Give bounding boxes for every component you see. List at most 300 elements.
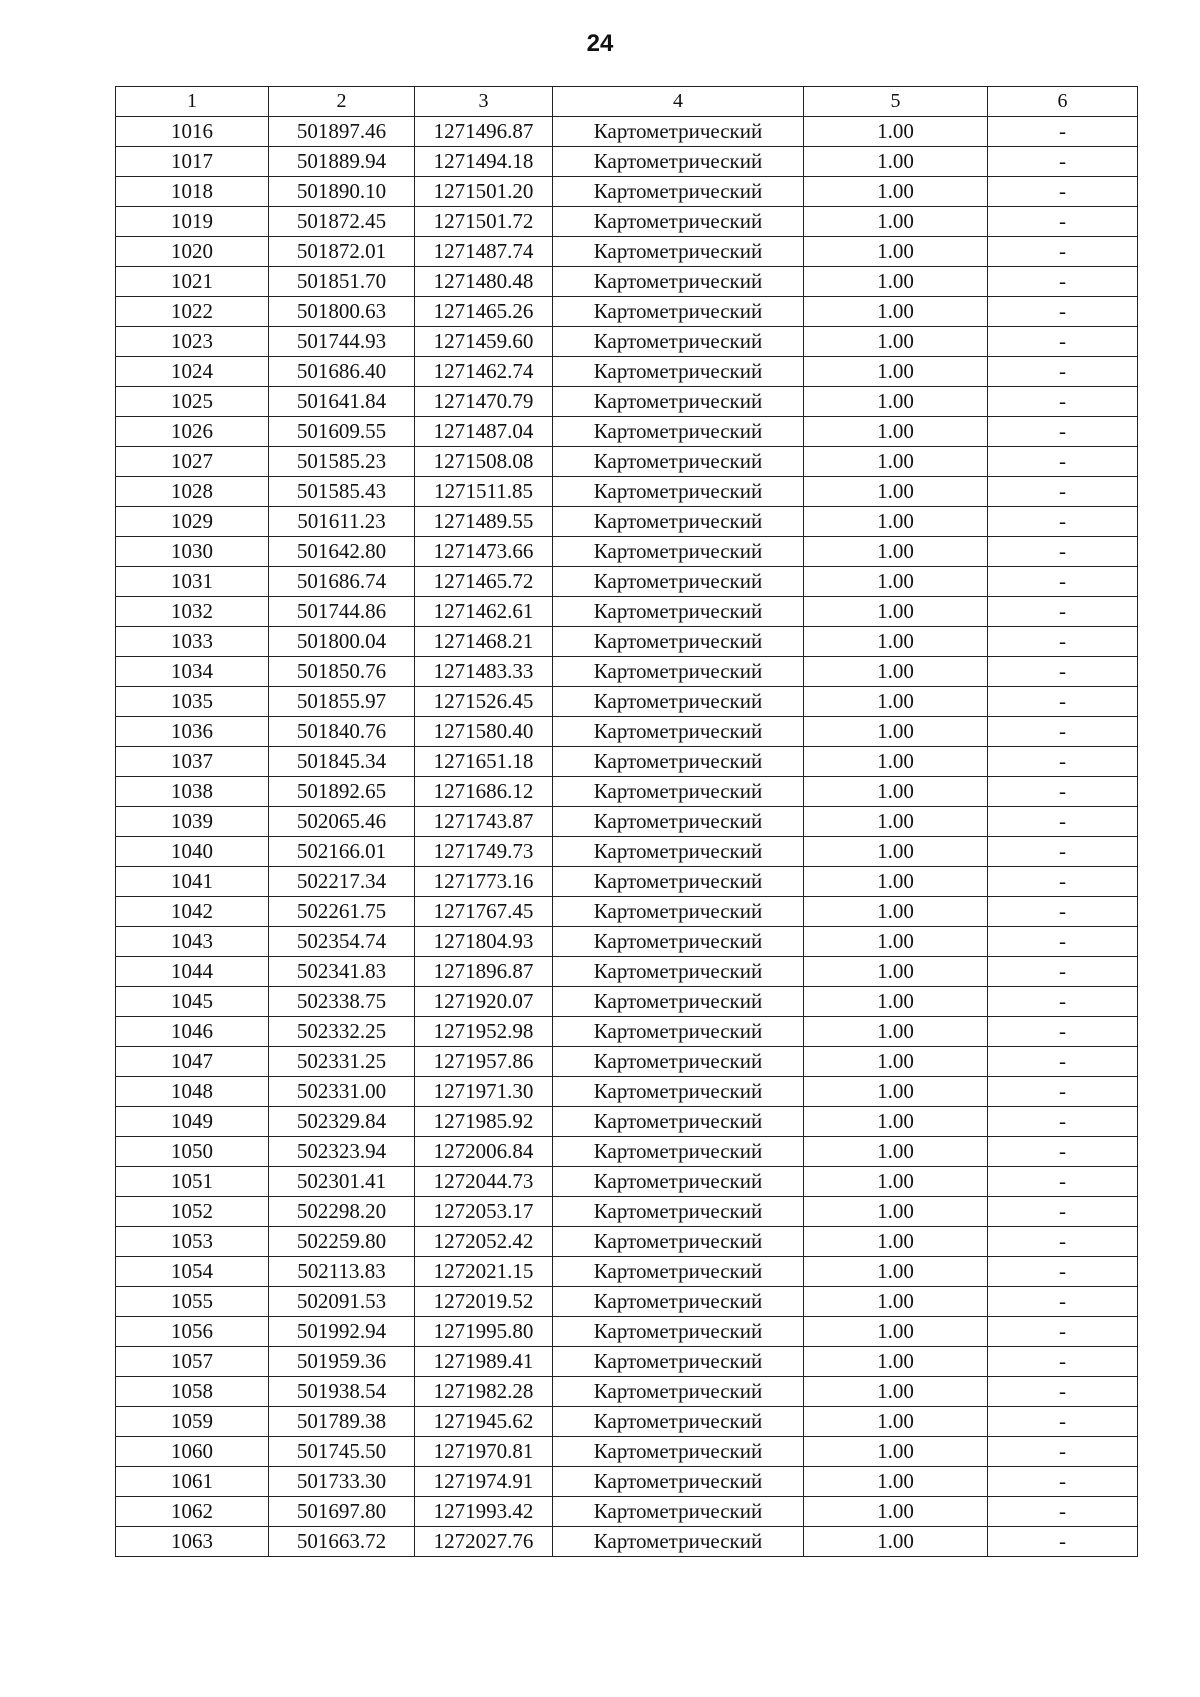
accuracy-cell: 1.00 [804, 1227, 988, 1257]
table-row [116, 327, 1138, 357]
table-row [116, 957, 1138, 987]
x-coordinate-cell: 501845.34 [269, 747, 415, 777]
table-row [116, 267, 1138, 297]
note-cell: - [988, 327, 1138, 357]
accuracy-cell: 1.00 [804, 417, 988, 447]
accuracy-cell: 1.00 [804, 1377, 988, 1407]
y-coordinate-cell: 1271487.04 [415, 417, 553, 447]
y-coordinate-cell: 1271501.72 [415, 207, 553, 237]
method-cell: Картометрический [553, 1527, 804, 1557]
note-cell: - [988, 1347, 1138, 1377]
y-coordinate-cell: 1271501.20 [415, 177, 553, 207]
note-cell: - [988, 447, 1138, 477]
point-number-cell: 1016 [116, 117, 269, 147]
accuracy-cell: 1.00 [804, 267, 988, 297]
y-coordinate-cell: 1272053.17 [415, 1197, 553, 1227]
point-number-cell: 1047 [116, 1047, 269, 1077]
accuracy-cell: 1.00 [804, 567, 988, 597]
point-number-cell: 1024 [116, 357, 269, 387]
point-number-cell: 1055 [116, 1287, 269, 1317]
y-coordinate-cell: 1271470.79 [415, 387, 553, 417]
table-row [116, 417, 1138, 447]
accuracy-cell: 1.00 [804, 537, 988, 567]
y-coordinate-cell: 1271580.40 [415, 717, 553, 747]
point-number-cell: 1048 [116, 1077, 269, 1107]
y-coordinate-cell: 1271651.18 [415, 747, 553, 777]
table-row [116, 627, 1138, 657]
y-coordinate-cell: 1272021.15 [415, 1257, 553, 1287]
table-row [116, 1377, 1138, 1407]
x-coordinate-cell: 502113.83 [269, 1257, 415, 1287]
y-coordinate-cell: 1271526.45 [415, 687, 553, 717]
point-number-cell: 1049 [116, 1107, 269, 1137]
note-cell: - [988, 957, 1138, 987]
table-row [116, 387, 1138, 417]
point-number-cell: 1033 [116, 627, 269, 657]
x-coordinate-cell: 501744.93 [269, 327, 415, 357]
note-cell: - [988, 867, 1138, 897]
note-cell: - [988, 117, 1138, 147]
note-cell: - [988, 297, 1138, 327]
accuracy-cell: 1.00 [804, 987, 988, 1017]
note-cell: - [988, 477, 1138, 507]
y-coordinate-cell: 1271465.72 [415, 567, 553, 597]
point-number-cell: 1052 [116, 1197, 269, 1227]
coordinates-table [115, 86, 1138, 1557]
note-cell: - [988, 1137, 1138, 1167]
x-coordinate-cell: 501585.23 [269, 447, 415, 477]
table-header [116, 87, 1138, 117]
x-coordinate-cell: 502261.75 [269, 897, 415, 927]
accuracy-cell: 1.00 [804, 1467, 988, 1497]
accuracy-cell: 1.00 [804, 867, 988, 897]
x-coordinate-cell: 501663.72 [269, 1527, 415, 1557]
table-row [116, 1527, 1138, 1557]
accuracy-cell: 1.00 [804, 657, 988, 687]
method-cell: Картометрический [553, 1197, 804, 1227]
method-cell: Картометрический [553, 1347, 804, 1377]
table-row [116, 987, 1138, 1017]
column-header-5: 5 [804, 87, 988, 117]
method-cell: Картометрический [553, 657, 804, 687]
y-coordinate-cell: 1271459.60 [415, 327, 553, 357]
note-cell: - [988, 597, 1138, 627]
accuracy-cell: 1.00 [804, 447, 988, 477]
point-number-cell: 1030 [116, 537, 269, 567]
accuracy-cell: 1.00 [804, 897, 988, 927]
note-cell: - [988, 717, 1138, 747]
table-row [116, 237, 1138, 267]
accuracy-cell: 1.00 [804, 807, 988, 837]
x-coordinate-cell: 501611.23 [269, 507, 415, 537]
x-coordinate-cell: 502332.25 [269, 1017, 415, 1047]
y-coordinate-cell: 1271896.87 [415, 957, 553, 987]
table-row [116, 1017, 1138, 1047]
x-coordinate-cell: 502298.20 [269, 1197, 415, 1227]
x-coordinate-cell: 501959.36 [269, 1347, 415, 1377]
accuracy-cell: 1.00 [804, 177, 988, 207]
x-coordinate-cell: 501697.80 [269, 1497, 415, 1527]
method-cell: Картометрический [553, 147, 804, 177]
y-coordinate-cell: 1271945.62 [415, 1407, 553, 1437]
method-cell: Картометрический [553, 1167, 804, 1197]
y-coordinate-cell: 1271494.18 [415, 147, 553, 177]
table-row [116, 147, 1138, 177]
y-coordinate-cell: 1271993.42 [415, 1497, 553, 1527]
x-coordinate-cell: 501872.45 [269, 207, 415, 237]
point-number-cell: 1022 [116, 297, 269, 327]
y-coordinate-cell: 1271952.98 [415, 1017, 553, 1047]
accuracy-cell: 1.00 [804, 1107, 988, 1137]
method-cell: Картометрический [553, 387, 804, 417]
accuracy-cell: 1.00 [804, 1047, 988, 1077]
accuracy-cell: 1.00 [804, 957, 988, 987]
table-row [116, 1137, 1138, 1167]
y-coordinate-cell: 1271982.28 [415, 1377, 553, 1407]
note-cell: - [988, 1017, 1138, 1047]
accuracy-cell: 1.00 [804, 117, 988, 147]
table-row [116, 1287, 1138, 1317]
note-cell: - [988, 567, 1138, 597]
header-row [116, 87, 1138, 117]
table-row [116, 897, 1138, 927]
accuracy-cell: 1.00 [804, 1287, 988, 1317]
point-number-cell: 1041 [116, 867, 269, 897]
accuracy-cell: 1.00 [804, 237, 988, 267]
table-row [116, 117, 1138, 147]
x-coordinate-cell: 501733.30 [269, 1467, 415, 1497]
note-cell: - [988, 1257, 1138, 1287]
method-cell: Картометрический [553, 1017, 804, 1047]
y-coordinate-cell: 1271489.55 [415, 507, 553, 537]
y-coordinate-cell: 1271995.80 [415, 1317, 553, 1347]
point-number-cell: 1031 [116, 567, 269, 597]
y-coordinate-cell: 1271767.45 [415, 897, 553, 927]
x-coordinate-cell: 502354.74 [269, 927, 415, 957]
y-coordinate-cell: 1271804.93 [415, 927, 553, 957]
accuracy-cell: 1.00 [804, 747, 988, 777]
accuracy-cell: 1.00 [804, 597, 988, 627]
table-row [116, 1107, 1138, 1137]
point-number-cell: 1061 [116, 1467, 269, 1497]
point-number-cell: 1044 [116, 957, 269, 987]
point-number-cell: 1053 [116, 1227, 269, 1257]
note-cell: - [988, 387, 1138, 417]
method-cell: Картометрический [553, 207, 804, 237]
column-header-1: 1 [116, 87, 269, 117]
method-cell: Картометрический [553, 447, 804, 477]
method-cell: Картометрический [553, 1467, 804, 1497]
accuracy-cell: 1.00 [804, 1197, 988, 1227]
point-number-cell: 1057 [116, 1347, 269, 1377]
y-coordinate-cell: 1271468.21 [415, 627, 553, 657]
y-coordinate-cell: 1271508.08 [415, 447, 553, 477]
note-cell: - [988, 1377, 1138, 1407]
note-cell: - [988, 507, 1138, 537]
accuracy-cell: 1.00 [804, 1497, 988, 1527]
note-cell: - [988, 807, 1138, 837]
table-row [116, 507, 1138, 537]
x-coordinate-cell: 502331.25 [269, 1047, 415, 1077]
point-number-cell: 1059 [116, 1407, 269, 1437]
note-cell: - [988, 1407, 1138, 1437]
table-row [116, 777, 1138, 807]
note-cell: - [988, 1227, 1138, 1257]
note-cell: - [988, 1317, 1138, 1347]
note-cell: - [988, 1467, 1138, 1497]
column-header-2: 2 [269, 87, 415, 117]
y-coordinate-cell: 1271957.86 [415, 1047, 553, 1077]
y-coordinate-cell: 1272044.73 [415, 1167, 553, 1197]
note-cell: - [988, 627, 1138, 657]
point-number-cell: 1029 [116, 507, 269, 537]
method-cell: Картометрический [553, 1227, 804, 1257]
x-coordinate-cell: 501872.01 [269, 237, 415, 267]
point-number-cell: 1023 [116, 327, 269, 357]
note-cell: - [988, 1287, 1138, 1317]
x-coordinate-cell: 502341.83 [269, 957, 415, 987]
x-coordinate-cell: 501744.86 [269, 597, 415, 627]
method-cell: Картометрический [553, 537, 804, 567]
x-coordinate-cell: 502338.75 [269, 987, 415, 1017]
y-coordinate-cell: 1272006.84 [415, 1137, 553, 1167]
table-row [116, 837, 1138, 867]
accuracy-cell: 1.00 [804, 1527, 988, 1557]
point-number-cell: 1043 [116, 927, 269, 957]
x-coordinate-cell: 501745.50 [269, 1437, 415, 1467]
table-row [116, 1317, 1138, 1347]
method-cell: Картометрический [553, 597, 804, 627]
accuracy-cell: 1.00 [804, 627, 988, 657]
x-coordinate-cell: 501890.10 [269, 177, 415, 207]
method-cell: Картометрический [553, 717, 804, 747]
column-header-4: 4 [553, 87, 804, 117]
table-row [116, 1197, 1138, 1227]
table-row [116, 1077, 1138, 1107]
column-header-6: 6 [988, 87, 1138, 117]
table-row [116, 1347, 1138, 1377]
x-coordinate-cell: 501892.65 [269, 777, 415, 807]
accuracy-cell: 1.00 [804, 1077, 988, 1107]
note-cell: - [988, 357, 1138, 387]
note-cell: - [988, 147, 1138, 177]
point-number-cell: 1046 [116, 1017, 269, 1047]
note-cell: - [988, 1497, 1138, 1527]
y-coordinate-cell: 1271480.48 [415, 267, 553, 297]
y-coordinate-cell: 1271773.16 [415, 867, 553, 897]
y-coordinate-cell: 1272052.42 [415, 1227, 553, 1257]
accuracy-cell: 1.00 [804, 1347, 988, 1377]
accuracy-cell: 1.00 [804, 1017, 988, 1047]
method-cell: Картометрический [553, 477, 804, 507]
y-coordinate-cell: 1272027.76 [415, 1527, 553, 1557]
point-number-cell: 1028 [116, 477, 269, 507]
point-number-cell: 1019 [116, 207, 269, 237]
method-cell: Картометрический [553, 297, 804, 327]
method-cell: Картометрический [553, 1317, 804, 1347]
y-coordinate-cell: 1271462.74 [415, 357, 553, 387]
method-cell: Картометрический [553, 357, 804, 387]
point-number-cell: 1062 [116, 1497, 269, 1527]
y-coordinate-cell: 1271970.81 [415, 1437, 553, 1467]
point-number-cell: 1027 [116, 447, 269, 477]
x-coordinate-cell: 501642.80 [269, 537, 415, 567]
method-cell: Картометрический [553, 417, 804, 447]
x-coordinate-cell: 502166.01 [269, 837, 415, 867]
x-coordinate-cell: 501800.04 [269, 627, 415, 657]
accuracy-cell: 1.00 [804, 1317, 988, 1347]
table-row [116, 597, 1138, 627]
x-coordinate-cell: 501992.94 [269, 1317, 415, 1347]
accuracy-cell: 1.00 [804, 837, 988, 867]
note-cell: - [988, 537, 1138, 567]
accuracy-cell: 1.00 [804, 1437, 988, 1467]
x-coordinate-cell: 502091.53 [269, 1287, 415, 1317]
note-cell: - [988, 657, 1138, 687]
accuracy-cell: 1.00 [804, 207, 988, 237]
point-number-cell: 1037 [116, 747, 269, 777]
x-coordinate-cell: 501897.46 [269, 117, 415, 147]
method-cell: Картометрический [553, 1107, 804, 1137]
y-coordinate-cell: 1271971.30 [415, 1077, 553, 1107]
accuracy-cell: 1.00 [804, 1137, 988, 1167]
method-cell: Картометрический [553, 267, 804, 297]
x-coordinate-cell: 501686.40 [269, 357, 415, 387]
x-coordinate-cell: 501686.74 [269, 567, 415, 597]
method-cell: Картометрический [553, 1497, 804, 1527]
point-number-cell: 1039 [116, 807, 269, 837]
y-coordinate-cell: 1271511.85 [415, 477, 553, 507]
y-coordinate-cell: 1271473.66 [415, 537, 553, 567]
note-cell: - [988, 237, 1138, 267]
method-cell: Картометрический [553, 777, 804, 807]
point-number-cell: 1032 [116, 597, 269, 627]
table-row [116, 537, 1138, 567]
method-cell: Картометрический [553, 1287, 804, 1317]
y-coordinate-cell: 1271985.92 [415, 1107, 553, 1137]
note-cell: - [988, 1527, 1138, 1557]
accuracy-cell: 1.00 [804, 1407, 988, 1437]
point-number-cell: 1026 [116, 417, 269, 447]
table-row [116, 747, 1138, 777]
x-coordinate-cell: 501851.70 [269, 267, 415, 297]
x-coordinate-cell: 501889.94 [269, 147, 415, 177]
method-cell: Картометрический [553, 957, 804, 987]
method-cell: Картометрический [553, 837, 804, 867]
note-cell: - [988, 267, 1138, 297]
table-row [116, 927, 1138, 957]
x-coordinate-cell: 501938.54 [269, 1377, 415, 1407]
x-coordinate-cell: 502065.46 [269, 807, 415, 837]
method-cell: Картометрический [553, 117, 804, 147]
accuracy-cell: 1.00 [804, 327, 988, 357]
x-coordinate-cell: 501585.43 [269, 477, 415, 507]
table-row [116, 1047, 1138, 1077]
method-cell: Картометрический [553, 987, 804, 1017]
method-cell: Картометрический [553, 867, 804, 897]
x-coordinate-cell: 502329.84 [269, 1107, 415, 1137]
accuracy-cell: 1.00 [804, 1167, 988, 1197]
note-cell: - [988, 837, 1138, 867]
table-row [116, 477, 1138, 507]
x-coordinate-cell: 501855.97 [269, 687, 415, 717]
x-coordinate-cell: 501840.76 [269, 717, 415, 747]
accuracy-cell: 1.00 [804, 507, 988, 537]
x-coordinate-cell: 501789.38 [269, 1407, 415, 1437]
x-coordinate-cell: 501641.84 [269, 387, 415, 417]
y-coordinate-cell: 1272019.52 [415, 1287, 553, 1317]
method-cell: Картометрический [553, 327, 804, 357]
method-cell: Картометрический [553, 687, 804, 717]
accuracy-cell: 1.00 [804, 147, 988, 177]
method-cell: Картометрический [553, 177, 804, 207]
accuracy-cell: 1.00 [804, 477, 988, 507]
y-coordinate-cell: 1271462.61 [415, 597, 553, 627]
note-cell: - [988, 1167, 1138, 1197]
y-coordinate-cell: 1271974.91 [415, 1467, 553, 1497]
accuracy-cell: 1.00 [804, 777, 988, 807]
table-row [116, 1437, 1138, 1467]
point-number-cell: 1050 [116, 1137, 269, 1167]
table-row [116, 1257, 1138, 1287]
table-row [116, 447, 1138, 477]
table-row [116, 1167, 1138, 1197]
x-coordinate-cell: 501800.63 [269, 297, 415, 327]
point-number-cell: 1045 [116, 987, 269, 1017]
x-coordinate-cell: 502217.34 [269, 867, 415, 897]
method-cell: Картометрический [553, 747, 804, 777]
accuracy-cell: 1.00 [804, 687, 988, 717]
method-cell: Картометрический [553, 1257, 804, 1287]
note-cell: - [988, 1077, 1138, 1107]
point-number-cell: 1025 [116, 387, 269, 417]
accuracy-cell: 1.00 [804, 717, 988, 747]
note-cell: - [988, 897, 1138, 927]
table-row [116, 717, 1138, 747]
point-number-cell: 1021 [116, 267, 269, 297]
table-row [116, 1467, 1138, 1497]
y-coordinate-cell: 1271487.74 [415, 237, 553, 267]
note-cell: - [988, 687, 1138, 717]
point-number-cell: 1018 [116, 177, 269, 207]
y-coordinate-cell: 1271743.87 [415, 807, 553, 837]
table-row [116, 867, 1138, 897]
table-row [116, 357, 1138, 387]
point-number-cell: 1056 [116, 1317, 269, 1347]
table-row [116, 687, 1138, 717]
y-coordinate-cell: 1271989.41 [415, 1347, 553, 1377]
method-cell: Картометрический [553, 807, 804, 837]
table-row [116, 1407, 1138, 1437]
note-cell: - [988, 1197, 1138, 1227]
method-cell: Картометрический [553, 1077, 804, 1107]
note-cell: - [988, 777, 1138, 807]
point-number-cell: 1034 [116, 657, 269, 687]
point-number-cell: 1063 [116, 1527, 269, 1557]
point-number-cell: 1058 [116, 1377, 269, 1407]
y-coordinate-cell: 1271749.73 [415, 837, 553, 867]
note-cell: - [988, 987, 1138, 1017]
point-number-cell: 1040 [116, 837, 269, 867]
table-row [116, 1497, 1138, 1527]
note-cell: - [988, 177, 1138, 207]
method-cell: Картометрический [553, 927, 804, 957]
table-body [116, 117, 1138, 1557]
method-cell: Картометрический [553, 237, 804, 267]
x-coordinate-cell: 502301.41 [269, 1167, 415, 1197]
method-cell: Картометрический [553, 627, 804, 657]
point-number-cell: 1042 [116, 897, 269, 927]
